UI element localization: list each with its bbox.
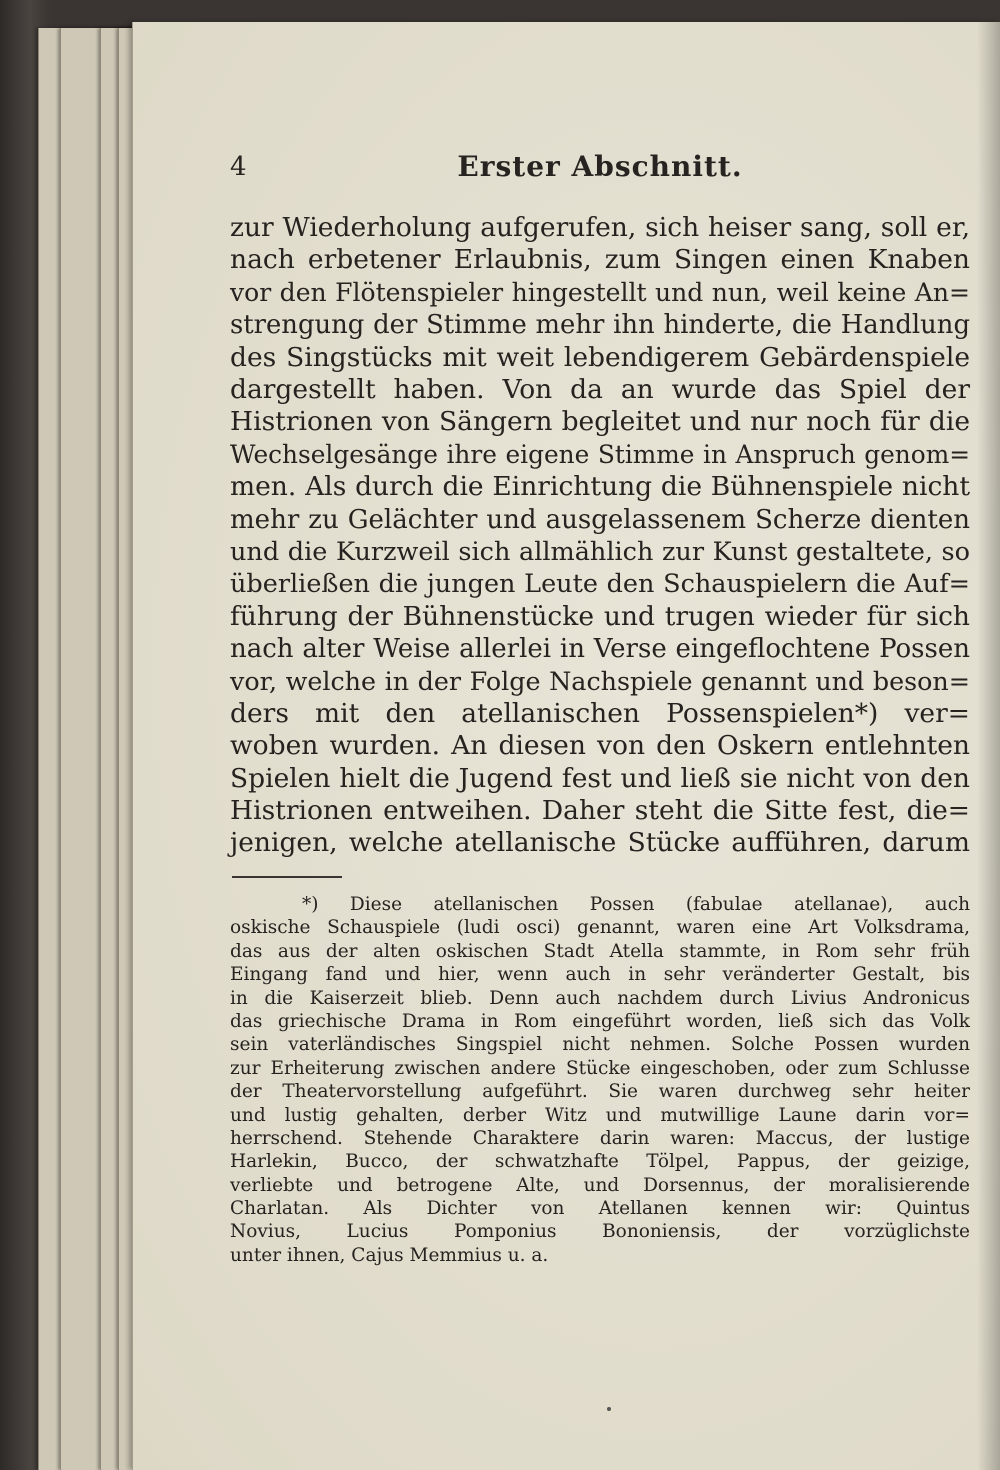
body-line: jenigen, welche atellanische Stücke aufführen, darum [230,827,970,859]
body-line: führung der Bühnenstücke und trugen wieder für sich [230,600,970,632]
footnote-line: der Theatervorstellung aufgeführt. Sie waren durchweg sehr heiter [230,1081,970,1103]
body-line: des Singstücks mit weit lebendigerem Gebärdenspiele [230,341,970,373]
body-line: Spielen hielt die Jugend fest und ließ sie nicht von den [230,762,970,794]
footnote-line: Novius, Lucius Pomponius Bononiensis, der vorzüglichste [230,1221,970,1243]
body-line: nach alter Weise allerlei in Verse eingeflochtene Possen [230,634,970,665]
body-line: ders mit den atellanischen Possenspielen*) ver= [230,697,970,729]
page-header [230,148,970,188]
body-line: mehr zu Gelächter und ausgelassenem Scherze dienten [230,504,970,535]
body-line: Histrionen entweihen. Daher steht die Sitte fest, die= [230,795,970,827]
footnote-line: Eingang fand und hier, wenn auch in sehr veränderter Gestalt, bis [230,964,970,986]
body-text [230,212,970,860]
body-line: nach erbetener Erlaubnis, zum Singen einen Knaben [230,244,970,276]
footnote-line: oskische Schauspiele (ludi osci) genannt, waren eine Art Volksdrama, [230,917,970,939]
page-number: 4 [230,152,247,182]
footnote-line: zur Erheiterung zwischen andere Stücke eingeschoben, oder zum Schlusse [230,1057,970,1079]
footnote-line: unter ihnen, Cajus Memmius u. a. [230,1244,549,1266]
footnote-line: das griechische Drama in Rom eingeführt worden, ließ sich das Volk [230,1010,970,1032]
body-line: und die Kurzweil sich allmählich zur Kunst gestaltete, so [230,536,970,567]
footnote-line: *) Diese atellanischen Possen (fabulae atellanae), auch [302,894,970,915]
body-line: überließen die jungen Leute den Schauspielern die Auf= [230,569,970,600]
body-line: vor, welche in der Folge Nachspiele genannt und beson= [230,666,970,697]
body-line: zur Wiederholung aufgerufen, sich heiser sang, soll er, [230,212,970,243]
footnote-line: und lustig gehalten, derber Witz und mutwillige Laune darin vor= [230,1104,970,1126]
body-line: men. Als durch die Einrichtung die Bühnenspiele nicht [230,471,970,503]
footnote-line: sein vaterländisches Singspiel nicht nehmen. Solche Possen wurden [230,1034,970,1056]
footnote-block [230,893,970,1267]
footnote-divider [232,876,342,878]
footnote-line: verliebte und betrogene Alte, und Dorsennus, der moralisierende [230,1174,970,1196]
body-line: Histrionen von Sängern begleitet und nur noch für die [230,406,970,438]
body-line: strengung der Stimme mehr ihn hinderte, die Handlung [230,310,970,341]
body-line: woben wurden. An diesen von den Oskern entlehnten [230,730,970,762]
footnote-line: Charlatan. Als Dichter von Atellanen kennen wir: Quintus [230,1198,970,1220]
body-line: Wechselgesänge ihre eigene Stimme in Anspruch genom= [230,439,970,469]
paper-speck [607,1407,611,1411]
running-title: Erster Abschnitt. [457,150,743,183]
footnote-line: das aus der alten oskischen Stadt Atella stammte, in Rom sehr früh [230,940,970,962]
page-gutter-shadow [977,22,1000,1470]
footnote-line: herrschend. Stehende Charaktere darin waren: Maccus, der lustige [230,1127,970,1149]
footnote-line: Harlekin, Bucco, der schwatzhafte Tölpel, Pappus, der geizige, [230,1151,970,1173]
body-line: dargestellt haben. Von da an wurde das Spiel der [230,373,970,405]
footnote-line: in die Kaiserzeit blieb. Denn auch nachdem durch Livius Andronicus [230,987,970,1009]
body-line: vor den Flötenspieler hingestellt und nun, weil keine An= [230,277,970,307]
